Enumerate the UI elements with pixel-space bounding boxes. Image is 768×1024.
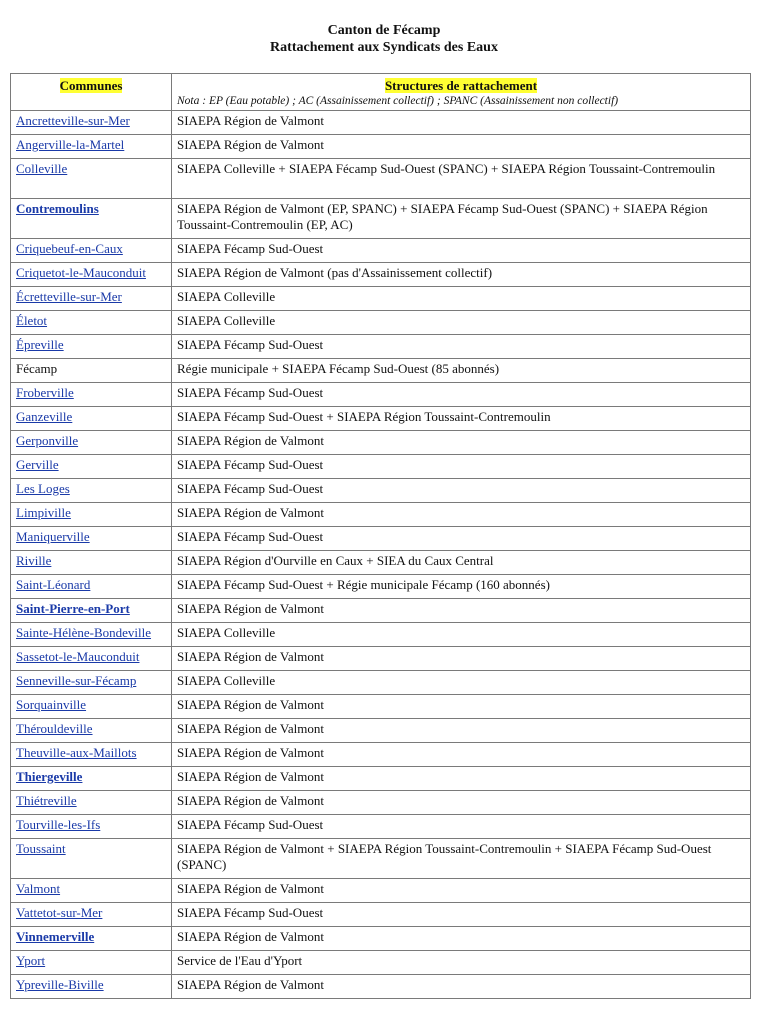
structure-text: SIAEPA Région de Valmont xyxy=(177,697,324,712)
structure-text: SIAEPA Colleville xyxy=(177,289,276,304)
table-row xyxy=(11,623,751,647)
commune-link[interactable]: Senneville-sur-Fécamp xyxy=(16,673,137,688)
commune-link[interactable]: Sassetot-le-Mauconduit xyxy=(16,649,140,664)
commune-link[interactable]: Colleville xyxy=(16,161,68,176)
commune-link[interactable]: Riville xyxy=(16,553,52,568)
structure-text: SIAEPA Région de Valmont xyxy=(177,505,324,520)
table-row xyxy=(11,599,751,623)
table-row xyxy=(11,815,751,839)
commune-link[interactable]: Thiétreville xyxy=(16,793,77,808)
structure-cell xyxy=(172,839,751,879)
structure-cell xyxy=(172,159,751,199)
table-row xyxy=(11,159,751,199)
commune-link[interactable]: Thérouldeville xyxy=(16,721,93,736)
table-row xyxy=(11,431,751,455)
commune-link[interactable]: Valmont xyxy=(16,881,61,896)
structure-text: SIAEPA Fécamp Sud-Ouest xyxy=(177,457,324,472)
structure-text: SIAEPA Région de Valmont xyxy=(177,793,324,808)
table-row xyxy=(11,695,751,719)
commune-cell xyxy=(11,719,172,743)
commune-cell xyxy=(11,527,172,551)
structure-text: SIAEPA Région de Valmont xyxy=(177,649,324,664)
structure-text: SIAEPA Région d'Ourville en Caux + SIEA du Caux Central xyxy=(177,553,494,568)
commune-cell xyxy=(11,975,172,999)
commune-cell xyxy=(11,479,172,503)
commune-cell xyxy=(11,239,172,263)
commune-link: Fécamp xyxy=(16,361,58,376)
table-row xyxy=(11,743,751,767)
commune-link[interactable]: Saint-Pierre-en-Port xyxy=(16,601,130,616)
commune-link[interactable]: Thiergeville xyxy=(16,769,83,784)
structure-cell xyxy=(172,575,751,599)
structure-cell xyxy=(172,767,751,791)
structure-text: SIAEPA Région de Valmont xyxy=(177,881,324,896)
table-row xyxy=(11,839,751,879)
commune-cell xyxy=(11,135,172,159)
structure-cell xyxy=(172,927,751,951)
structure-cell xyxy=(172,431,751,455)
structure-cell xyxy=(172,135,751,159)
commune-cell xyxy=(11,407,172,431)
header-structures xyxy=(172,74,751,111)
structure-text: SIAEPA Région de Valmont (pas d'Assainissement collectif) xyxy=(177,265,493,280)
commune-cell xyxy=(11,263,172,287)
commune-link[interactable]: Sainte-Hélène-Bondeville xyxy=(16,625,152,640)
structure-cell xyxy=(172,199,751,239)
table-row xyxy=(11,791,751,815)
structure-text: SIAEPA Colleville xyxy=(177,625,276,640)
table-row xyxy=(11,903,751,927)
structure-text: SIAEPA Région de Valmont xyxy=(177,433,324,448)
structure-text: SIAEPA Fécamp Sud-Ouest + SIAEPA Région Toussaint-Contremoulin xyxy=(177,409,551,424)
structure-cell xyxy=(172,671,751,695)
table-row xyxy=(11,975,751,999)
commune-link[interactable]: Les Loges xyxy=(16,481,70,496)
table-body xyxy=(11,111,751,999)
table-row xyxy=(11,551,751,575)
structure-text: SIAEPA Colleville xyxy=(177,673,276,688)
commune-link[interactable]: Maniquerville xyxy=(16,529,90,544)
structure-cell xyxy=(172,263,751,287)
structure-cell xyxy=(172,975,751,999)
commune-link[interactable]: Vattetot-sur-Mer xyxy=(16,905,103,920)
table-row xyxy=(11,239,751,263)
structure-cell xyxy=(172,479,751,503)
structure-cell xyxy=(172,359,751,383)
commune-cell xyxy=(11,503,172,527)
structure-text: SIAEPA Région de Valmont xyxy=(177,601,324,616)
table-row xyxy=(11,647,751,671)
structure-text: SIAEPA Fécamp Sud-Ouest xyxy=(177,337,324,352)
commune-cell xyxy=(11,767,172,791)
structure-cell xyxy=(172,719,751,743)
commune-link[interactable]: Theuville-aux-Maillots xyxy=(16,745,137,760)
table-row xyxy=(11,111,751,135)
structure-text: SIAEPA Région de Valmont + SIAEPA Région Toussaint-Contremoulin + SIAEPA Fécamp Sud-Ouest (SPANC) xyxy=(177,841,712,872)
table-row xyxy=(11,927,751,951)
table-row xyxy=(11,767,751,791)
structure-text: Régie municipale + SIAEPA Fécamp Sud-Ouest (85 abonnés) xyxy=(177,361,500,376)
structure-text: SIAEPA Colleville + SIAEPA Fécamp Sud-Ouest (SPANC) + SIAEPA Région Toussaint-Contremoulin xyxy=(177,161,716,176)
structure-text: SIAEPA Région de Valmont xyxy=(177,745,324,760)
commune-cell xyxy=(11,623,172,647)
structure-cell xyxy=(172,311,751,335)
document-header xyxy=(0,22,768,56)
structure-text: SIAEPA Colleville xyxy=(177,313,276,328)
commune-cell xyxy=(11,903,172,927)
commune-link[interactable]: Écretteville-sur-Mer xyxy=(16,289,122,304)
structure-cell xyxy=(172,287,751,311)
commune-link[interactable]: Criquetot-le-Mauconduit xyxy=(16,265,146,280)
commune-link[interactable]: Froberville xyxy=(16,385,74,400)
commune-link[interactable]: Ganzeville xyxy=(16,409,73,424)
structure-cell xyxy=(172,335,751,359)
structure-cell xyxy=(172,503,751,527)
structure-text: SIAEPA Fécamp Sud-Ouest xyxy=(177,817,324,832)
commune-cell xyxy=(11,879,172,903)
commune-link[interactable]: Saint-Léonard xyxy=(16,577,91,592)
structure-text: SIAEPA Fécamp Sud-Ouest xyxy=(177,529,324,544)
table-row xyxy=(11,527,751,551)
structure-cell xyxy=(172,951,751,975)
structure-text: SIAEPA Région de Valmont xyxy=(177,929,324,944)
structure-cell xyxy=(172,791,751,815)
structure-text: SIAEPA Fécamp Sud-Ouest xyxy=(177,385,324,400)
commune-cell xyxy=(11,791,172,815)
document-title: Canton de Fécamp xyxy=(327,23,441,38)
commune-cell xyxy=(11,575,172,599)
commune-link[interactable]: Ancretteville-sur-Mer xyxy=(16,113,130,128)
structure-text: SIAEPA Fécamp Sud-Ouest xyxy=(177,241,324,256)
commune-link[interactable]: Épreville xyxy=(16,337,64,352)
table-row xyxy=(11,199,751,239)
structure-cell xyxy=(172,407,751,431)
commune-link[interactable]: Gerponville xyxy=(16,433,79,448)
structure-text: SIAEPA Fécamp Sud-Ouest + Régie municipale Fécamp (160 abonnés) xyxy=(177,577,550,592)
header-communes-label: Communes xyxy=(59,78,123,93)
commune-cell xyxy=(11,743,172,767)
commune-cell xyxy=(11,159,172,199)
commune-cell xyxy=(11,287,172,311)
structure-cell xyxy=(172,527,751,551)
structure-cell xyxy=(172,743,751,767)
structure-cell xyxy=(172,623,751,647)
commune-link[interactable]: Életot xyxy=(16,313,48,328)
structure-text: SIAEPA Région de Valmont xyxy=(177,113,324,128)
commune-link[interactable]: Ypreville-Biville xyxy=(16,977,104,992)
commune-cell xyxy=(11,551,172,575)
structure-cell xyxy=(172,455,751,479)
table-row xyxy=(11,575,751,599)
commune-link[interactable]: Toussaint xyxy=(16,841,66,856)
commune-cell xyxy=(11,335,172,359)
structure-cell xyxy=(172,383,751,407)
header-communes xyxy=(11,74,172,111)
commune-link[interactable]: Sorquainville xyxy=(16,697,87,712)
commune-cell xyxy=(11,927,172,951)
structure-text: SIAEPA Région de Valmont xyxy=(177,977,324,992)
commune-cell xyxy=(11,839,172,879)
document-subtitle: Rattachement aux Syndicats des Eaux xyxy=(270,40,498,55)
table-row xyxy=(11,719,751,743)
table-row xyxy=(11,455,751,479)
table-row xyxy=(11,951,751,975)
table-row xyxy=(11,671,751,695)
commune-link[interactable]: Yport xyxy=(16,953,46,968)
commune-cell xyxy=(11,671,172,695)
table-header-row xyxy=(11,74,751,111)
structure-text: Service de l'Eau d'Yport xyxy=(177,953,303,968)
commune-cell xyxy=(11,695,172,719)
structure-cell xyxy=(172,647,751,671)
structure-text: SIAEPA Fécamp Sud-Ouest xyxy=(177,481,324,496)
table-row xyxy=(11,135,751,159)
table-row xyxy=(11,287,751,311)
commune-cell xyxy=(11,647,172,671)
header-nota: Nota : EP (Eau potable) ; AC (Assainissement collectif) ; SPANC (Assainissement non collectif) xyxy=(177,95,619,107)
structure-cell xyxy=(172,903,751,927)
header-structures-label: Structures de rattachement xyxy=(384,78,538,93)
commune-link[interactable]: Gerville xyxy=(16,457,59,472)
structure-text: SIAEPA Région de Valmont xyxy=(177,137,324,152)
structure-cell xyxy=(172,111,751,135)
commune-link[interactable]: Tourville-les-Ifs xyxy=(16,817,101,832)
commune-cell xyxy=(11,431,172,455)
table-row xyxy=(11,503,751,527)
commune-cell xyxy=(11,383,172,407)
commune-cell xyxy=(11,815,172,839)
structure-text: SIAEPA Région de Valmont xyxy=(177,769,324,784)
structure-cell xyxy=(172,695,751,719)
table-row xyxy=(11,479,751,503)
table-row xyxy=(11,383,751,407)
structure-cell xyxy=(172,815,751,839)
commune-link[interactable]: Criquebeuf-en-Caux xyxy=(16,241,123,256)
table-row xyxy=(11,407,751,431)
commune-cell xyxy=(11,455,172,479)
structure-cell xyxy=(172,599,751,623)
commune-cell xyxy=(11,951,172,975)
structure-cell xyxy=(172,239,751,263)
table-row xyxy=(11,359,751,383)
table-row xyxy=(11,263,751,287)
structure-text: SIAEPA Fécamp Sud-Ouest xyxy=(177,905,324,920)
structure-text: SIAEPA Région de Valmont xyxy=(177,721,324,736)
commune-cell xyxy=(11,599,172,623)
commune-link[interactable]: Angerville-la-Martel xyxy=(16,137,125,152)
table-row xyxy=(11,311,751,335)
structure-cell xyxy=(172,879,751,903)
commune-cell xyxy=(11,199,172,239)
table-row xyxy=(11,879,751,903)
commune-cell xyxy=(11,311,172,335)
commune-cell xyxy=(11,111,172,135)
structure-cell xyxy=(172,551,751,575)
commune-link[interactable]: Limpiville xyxy=(16,505,71,520)
communes-table xyxy=(10,73,751,999)
commune-link[interactable]: Vinnemerville xyxy=(16,929,95,944)
table-row xyxy=(11,335,751,359)
commune-link[interactable]: Contremoulins xyxy=(16,201,99,216)
commune-cell xyxy=(11,359,172,383)
structure-text: SIAEPA Région de Valmont (EP, SPANC) + SIAEPA Fécamp Sud-Ouest (SPANC) + SIAEPA Région Toussaint-Contremoulin (EP, AC) xyxy=(177,201,708,232)
